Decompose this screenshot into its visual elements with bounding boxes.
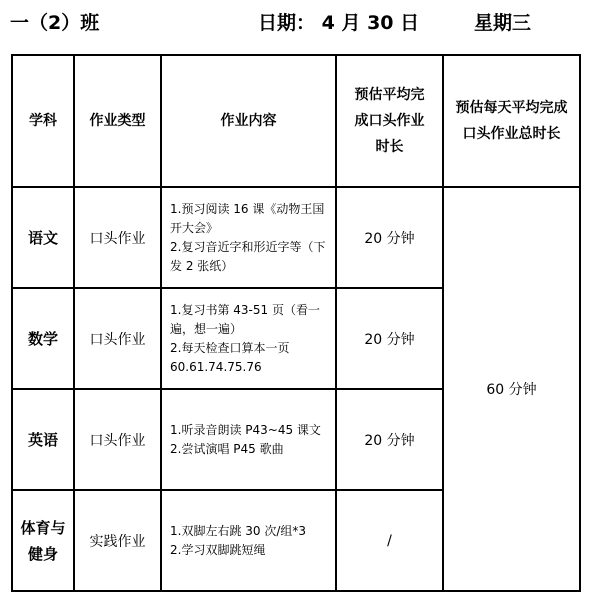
type-cell: 口头作业 <box>74 187 161 288</box>
type-cell: 口头作业 <box>74 288 161 389</box>
header-avg-time-line: 预估平均完 <box>354 87 425 103</box>
subject-line: 语文 <box>27 228 58 247</box>
header-type: 作业类型 <box>74 55 161 187</box>
subject-cell <box>12 490 74 591</box>
content-cell <box>161 490 336 591</box>
duration-cell: 20 分钟 <box>336 389 443 490</box>
type-cell: 口头作业 <box>74 389 161 490</box>
page-header <box>0 8 590 38</box>
header-daily-total-line: 预估每天平均完成 <box>455 100 568 116</box>
content-cell <box>161 389 336 490</box>
subject-cell <box>12 187 74 288</box>
weekday-label: 星期三 <box>474 12 532 34</box>
subject-line: 数学 <box>27 329 58 348</box>
subject-line: 英语 <box>27 430 58 449</box>
content-item: 1.听录音朗读 P43~45 课文 <box>170 422 321 437</box>
duration-cell: / <box>336 490 443 591</box>
content-item: 1.双脚左右跳 30 次/组*3 <box>170 523 307 538</box>
header-content: 作业内容 <box>161 55 336 187</box>
content-item: 2.学习双脚跳短绳 <box>170 542 266 557</box>
header-daily-total-line: 口头作业总时长 <box>462 126 561 142</box>
duration-cell: 20 分钟 <box>336 288 443 389</box>
header-avg-time <box>336 55 443 187</box>
content-item: 1.预习阅读 16 课《动物王国开大会》 <box>170 201 325 235</box>
subject-line: 体育与 <box>20 518 66 537</box>
subject-line: 健身 <box>27 544 58 563</box>
header-row <box>12 55 580 187</box>
content-cell <box>161 187 336 288</box>
subject-cell <box>12 288 74 389</box>
table-row <box>12 187 580 288</box>
duration-cell: 20 分钟 <box>336 187 443 288</box>
class-label: 一（2）班 <box>10 12 100 34</box>
content-item: 2.尝试演唱 P45 歌曲 <box>170 441 284 456</box>
subject-cell <box>12 389 74 490</box>
content-item: 2.复习音近字和形近字等（下发 2 张纸） <box>170 239 326 273</box>
daily-total-cell: 60 分钟 <box>443 187 580 591</box>
header-subject: 学科 <box>12 55 74 187</box>
homework-table <box>11 54 581 592</box>
date-label: 日期： 4 月 30 日 <box>258 12 420 34</box>
content-cell <box>161 288 336 389</box>
content-item: 2.每天检查口算本一页 60.61.74.75.76 <box>170 340 294 374</box>
header-daily-total <box>443 55 580 187</box>
header-avg-time-line: 成口头作业 <box>354 113 425 129</box>
header-avg-time-line: 时长 <box>375 139 404 155</box>
content-item: 1.复习书第 43-51 页（看一遍，想一遍） <box>170 302 320 336</box>
type-cell: 实践作业 <box>74 490 161 591</box>
